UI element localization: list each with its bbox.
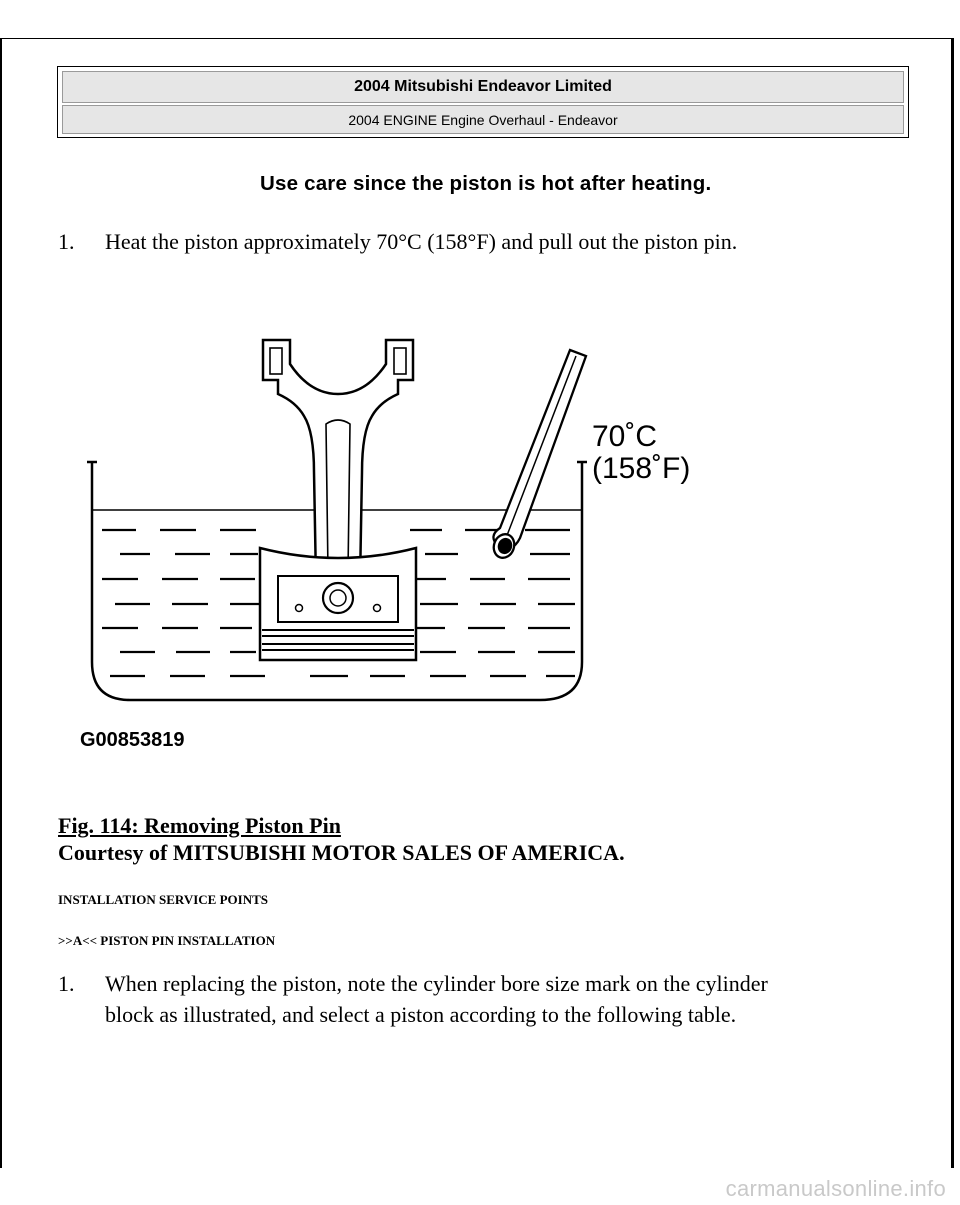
- figure-caption-title: Fig. 114: Removing Piston Pin: [58, 813, 341, 838]
- installation-service-points-heading: INSTALLATION SERVICE POINTS: [58, 892, 269, 907]
- piston-pin-installation-heading: >>A<< PISTON PIN INSTALLATION: [58, 933, 276, 948]
- step-replace-piston: [58, 968, 938, 1038]
- graphic-id: G00853819: [80, 729, 185, 751]
- step-text-line2: block as illustrated, and select a piston according to the following table.: [105, 1002, 737, 1027]
- step-text: Heat the piston approximately 70°C (158°F) and pull out the piston pin.: [105, 229, 738, 254]
- document-header: [57, 66, 909, 138]
- connecting-rod: [263, 340, 413, 582]
- section-subtitle: 2004 ENGINE Engine Overhaul - Endeavor: [62, 105, 904, 134]
- step-number: 1.: [58, 229, 75, 254]
- step-heat-piston: [58, 226, 938, 258]
- footer-watermark: carmanualsonline.info: [725, 1176, 946, 1201]
- step-text-line1: When replacing the piston, note the cylinder bore size mark on the cylinder: [105, 971, 768, 996]
- temperature-fahrenheit-label: (158˚F): [592, 452, 691, 485]
- caution-note: Use care since the piston is hot after heating.: [260, 172, 712, 195]
- figure-courtesy: Courtesy of MITSUBISHI MOTOR SALES OF AMERICA.: [58, 840, 625, 865]
- piston-pin-removal-illustration: [80, 332, 691, 752]
- piston: [260, 548, 416, 660]
- vehicle-title: 2004 Mitsubishi Endeavor Limited: [62, 71, 904, 103]
- step-number: 1.: [58, 971, 75, 996]
- temperature-celsius-label: 70˚C: [592, 420, 658, 453]
